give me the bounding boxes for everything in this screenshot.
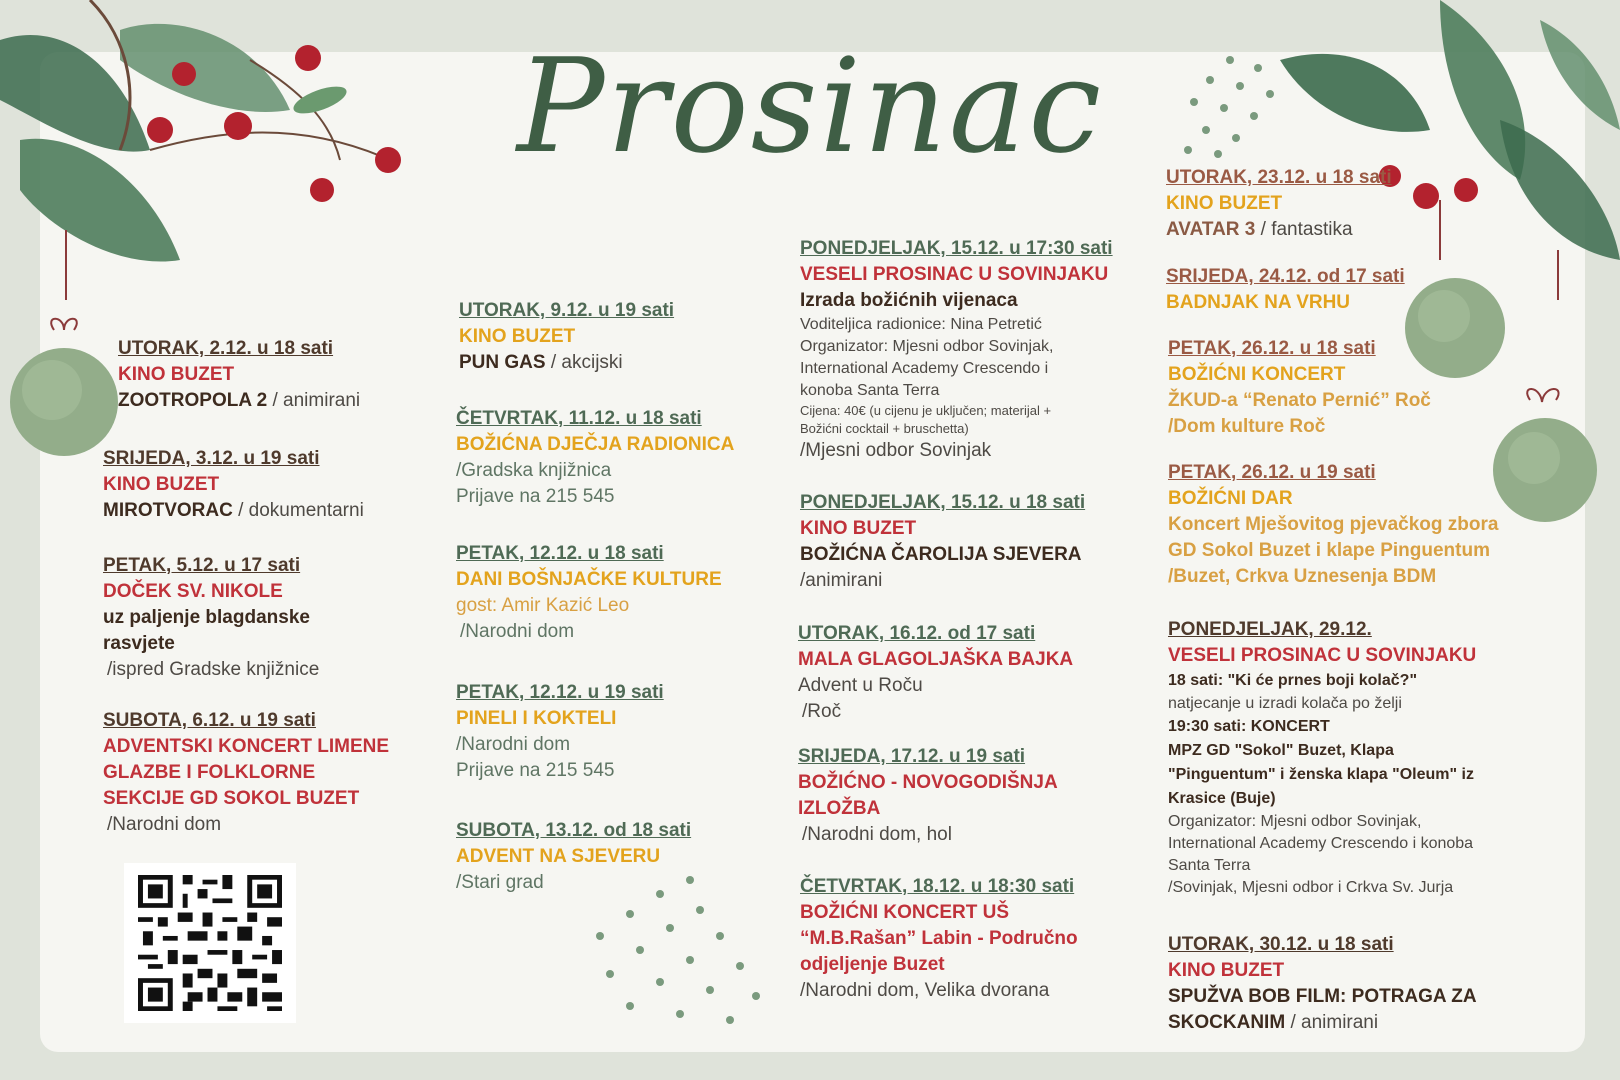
event-title: VESELI PROSINAC U SOVINJAKU: [800, 264, 1109, 285]
event-place: /Narodni dom, Velika dvorana: [800, 980, 1050, 1001]
event-note: Prijave na 215 545: [456, 486, 615, 507]
event-title: BOŽIĆNI KONCERT: [1168, 364, 1346, 385]
event-genre: / akcijski: [545, 352, 623, 373]
event-title: BOŽIĆNI DAR: [1168, 488, 1293, 509]
event-title: MALA GLAGOLJAŠKA BAJKA: [798, 649, 1074, 670]
event-date: ČETVRTAK, 11.12. u 18 sati: [456, 408, 702, 429]
event-place: /Roč: [802, 701, 842, 722]
event-12-12-18h: [456, 541, 722, 645]
event-title: ADVENTSKI KONCERT LIMENE: [103, 736, 390, 757]
event-title: BOŽIĆNA DJEČJA RADIONICA: [456, 434, 735, 455]
event-detail: International Academy Crescendo i: [800, 360, 1049, 377]
event-12-12-19h: [456, 680, 664, 784]
event-detail: Santa Terra: [1168, 857, 1251, 874]
event-place: /ispred Gradske knjižnice: [107, 659, 320, 680]
event-detail: konoba Santa Terra: [800, 382, 940, 399]
event-date: PETAK, 5.12. u 17 sati: [103, 555, 301, 576]
event-price: Božićni cocktail + bruschetta): [800, 421, 969, 436]
event-date: SRIJEDA, 24.12. od 17 sati: [1166, 266, 1405, 287]
event-category: KINO BUZET: [103, 474, 220, 495]
event-18-12: [800, 874, 1078, 1004]
event-category: KINO BUZET: [118, 364, 235, 385]
event-genre: /animirani: [800, 570, 883, 591]
event-date: PONEDJELJAK, 29.12.: [1168, 619, 1372, 640]
event-date: UTORAK, 16.12. od 17 sati: [798, 623, 1036, 644]
event-date: PETAK, 26.12. u 18 sati: [1168, 338, 1376, 359]
event-detail: Organizator: Mjesni odbor Sovinjak,: [800, 338, 1054, 355]
event-title: PINELI I KOKTELI: [456, 708, 617, 729]
event-date: PETAK, 26.12. u 19 sati: [1168, 462, 1376, 483]
event-detail: 18 sati: "Ki će prnes boji kolač?": [1168, 672, 1418, 689]
event-title: SPUŽVA BOB FILM: POTRAGA ZA: [1168, 986, 1477, 1007]
event-6-12: [103, 708, 389, 838]
event-date: PETAK, 12.12. u 18 sati: [456, 543, 664, 564]
event-place: /Sovinjak, Mjesni odbor i Crkva Sv. Jurja: [1168, 879, 1454, 896]
event-note: Prijave na 215 545: [456, 760, 615, 781]
event-place: /Narodni dom: [107, 814, 222, 835]
event-2-12: [118, 336, 360, 414]
event-title: IZLOŽBA: [798, 798, 881, 819]
event-9-12: [459, 298, 674, 376]
event-genre: / fantastika: [1255, 219, 1353, 240]
event-title: BADNJAK NA VRHU: [1166, 292, 1351, 313]
event-genre: / animirani: [1285, 1012, 1379, 1033]
event-place: /Dom kulture Roč: [1168, 416, 1326, 437]
event-place: /Narodni dom, hol: [802, 824, 952, 845]
event-date: ČETVRTAK, 18.12. u 18:30 sati: [800, 876, 1075, 897]
event-30-12: [1168, 932, 1477, 1036]
event-detail: natjecanje u izradi kolača po želji: [1168, 695, 1402, 712]
event-category: KINO BUZET: [1168, 960, 1285, 981]
event-date: PONEDJELJAK, 15.12. u 18 sati: [800, 492, 1086, 513]
event-genre: / animirani: [267, 390, 361, 411]
event-title: ADVENT NA SJEVERU: [456, 846, 661, 867]
event-date: SRIJEDA, 3.12. u 19 sati: [103, 448, 320, 469]
event-category: KINO BUZET: [800, 518, 917, 539]
event-title: odjeljenje Buzet: [800, 954, 945, 975]
event-15-12-18h: [800, 490, 1085, 594]
event-date: SUBOTA, 6.12. u 19 sati: [103, 710, 316, 731]
event-category: KINO BUZET: [459, 326, 576, 347]
event-title: AVATAR 3: [1166, 219, 1256, 240]
event-16-12: [798, 621, 1073, 725]
event-guest: gost: Amir Kazić Leo: [456, 595, 630, 616]
event-17-12: [798, 744, 1058, 848]
event-11-12: [456, 406, 734, 510]
event-title: BOŽIĆNO - NOVOGODIŠNJA: [798, 772, 1058, 793]
event-category: KINO BUZET: [1166, 193, 1283, 214]
event-3-12: [103, 446, 364, 524]
event-title: BOŽIĆNI KONCERT UŠ: [800, 902, 1009, 923]
event-subtitle: Izrada božićnih vijenaca: [800, 290, 1018, 311]
event-title: PUN GAS: [459, 352, 546, 373]
event-26-12-19h: [1168, 460, 1498, 590]
event-genre: / dokumentarni: [232, 500, 364, 521]
event-title: GLAZBE I FOLKLORNE: [103, 762, 316, 783]
event-subtitle: rasvjete: [103, 633, 175, 654]
page-title: Prosinac: [516, 30, 1104, 182]
event-title: DANI BOŠNJAČKE KULTURE: [456, 569, 722, 590]
event-detail: International Academy Crescendo i konoba: [1168, 835, 1474, 852]
event-title: VESELI PROSINAC U SOVINJAKU: [1168, 645, 1477, 666]
event-place: /Narodni dom: [460, 621, 575, 642]
event-26-12-18h: [1168, 336, 1431, 440]
event-place: /Narodni dom: [456, 734, 571, 755]
event-detail: Organizator: Mjesni odbor Sovinjak,: [1168, 813, 1422, 830]
event-detail: MPZ GD "Sokol" Buzet, Klapa: [1168, 742, 1394, 759]
event-title: “M.B.Rašan” Labin - Područno: [800, 928, 1078, 949]
event-detail: Krasice (Buje): [1168, 790, 1276, 807]
event-title: ZOOTROPOLA 2: [118, 390, 268, 411]
event-date: UTORAK, 2.12. u 18 sati: [118, 338, 334, 359]
event-place: /Gradska knjižnica: [456, 460, 612, 481]
event-detail: Koncert Mješovitog pjevačkog zbora: [1168, 514, 1499, 535]
event-title: SKOCKANIM: [1168, 1012, 1286, 1033]
event-13-12: [456, 818, 691, 896]
ornament-ball-left: [4, 310, 124, 460]
qr-code[interactable]: [124, 863, 296, 1023]
event-title: BOŽIĆNA ČAROLIJA SJEVERA: [800, 544, 1082, 565]
event-subtitle: uz paljenje blagdanske: [103, 607, 310, 628]
event-price: Cijena: 40€ (u cijenu je uključen; materijal +: [800, 403, 1052, 418]
event-title: SEKCIJE GD SOKOL BUZET: [103, 788, 360, 809]
event-detail: Voditeljica radionice: Nina Petretić: [800, 316, 1042, 333]
event-date: UTORAK, 23.12. u 18 sati: [1166, 167, 1392, 188]
event-date: PONEDJELJAK, 15.12. u 17:30 sati: [800, 238, 1113, 259]
event-date: SUBOTA, 13.12. od 18 sati: [456, 820, 692, 841]
event-date: SRIJEDA, 17.12. u 19 sati: [798, 746, 1026, 767]
event-29-12: [1168, 617, 1476, 899]
event-23-12: [1166, 165, 1392, 243]
event-detail: 19:30 sati: KONCERT: [1168, 718, 1330, 735]
event-24-12: [1166, 264, 1405, 316]
event-subtitle: Advent u Roču: [798, 675, 923, 696]
event-title: DOČEK SV. NIKOLE: [103, 581, 283, 602]
ornament-ball-right-lower: [1490, 380, 1600, 530]
event-detail: "Pinguentum" i ženska klapa "Oleum" iz: [1168, 766, 1474, 783]
event-date: UTORAK, 30.12. u 18 sati: [1168, 934, 1394, 955]
event-subtitle: ŽKUD-a “Renato Pernić” Roč: [1168, 390, 1431, 411]
event-5-12: [103, 553, 319, 683]
event-place: /Stari grad: [456, 872, 544, 893]
event-date: PETAK, 12.12. u 19 sati: [456, 682, 664, 703]
event-15-12-1730: [800, 236, 1113, 464]
event-date: UTORAK, 9.12. u 19 sati: [459, 300, 675, 321]
event-detail: GD Sokol Buzet i klape Pinguentum: [1168, 540, 1490, 561]
event-title: MIROTVORAC: [103, 500, 233, 521]
event-place: /Buzet, Crkva Uznesenja BDM: [1168, 566, 1437, 587]
event-place: /Mjesni odbor Sovinjak: [800, 440, 992, 461]
